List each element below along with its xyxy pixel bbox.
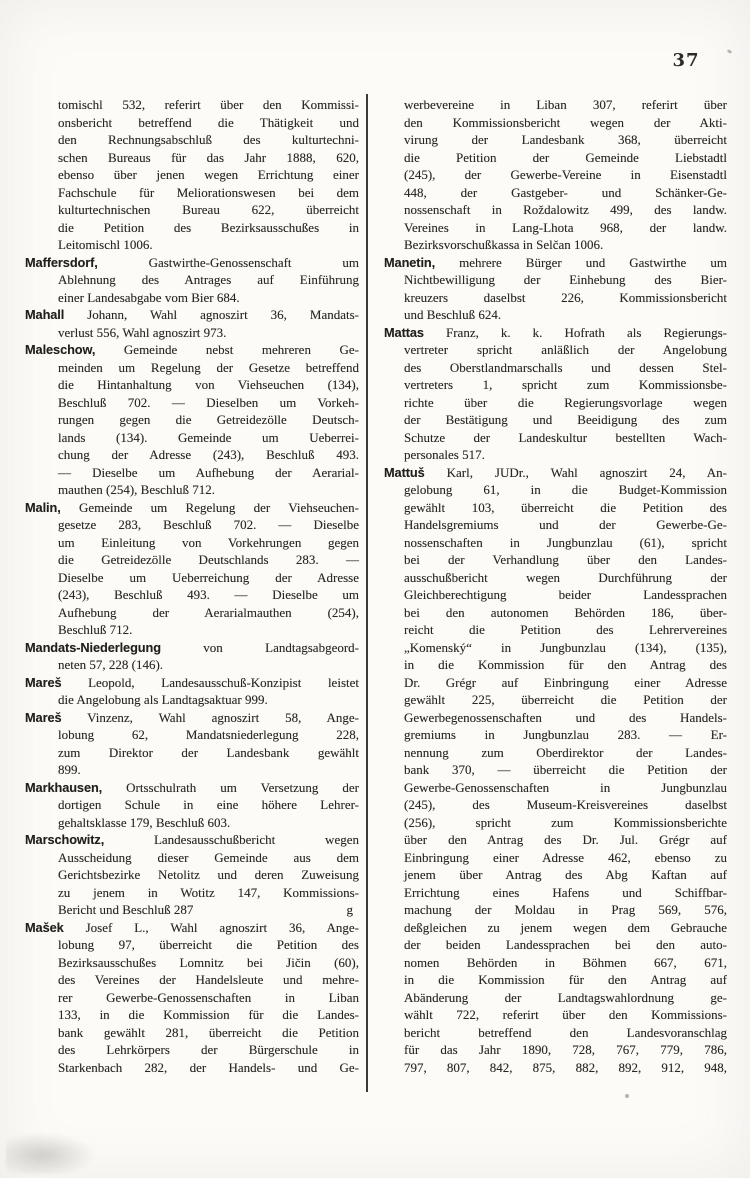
index-line: rungen gegen die Getreidezölle Deutsch- (58, 412, 359, 427)
index-line: des Vereines der Handelsleute und mehre- (58, 972, 359, 987)
index-line: Marschowitz, Landesausschußbericht wegen (25, 832, 359, 847)
index-line: gehaltsklasse 179, Beschluß 603. (58, 814, 231, 830)
index-line: zu jenem in Wotitz 147, Kommissions- (58, 884, 359, 900)
index-line: Vereines in Lang-Lhota 968, der landw. (404, 219, 727, 235)
index-line: der Bestätigung und Beeidigung des zum (404, 412, 727, 427)
index-line: ausschußbericht wegen Durchführung der (404, 569, 727, 585)
index-line: bei der Verhandlung über den Landes- (404, 552, 727, 567)
index-line: gewählt 225, überreicht die Petition der (404, 692, 727, 707)
index-line: in die Kommission für den Antrag auf (404, 972, 727, 987)
index-line: Ausscheidung dieser Gemeinde aus dem (58, 849, 359, 865)
index-line: nomen Behörden in Böhmen 667, 671, (404, 954, 727, 970)
index-line: bank gewählt 281, überreicht die Petition (58, 1024, 359, 1040)
index-line: Nichtbewilligung der Einhebung des Bier- (404, 272, 727, 287)
index-line: über den Antrag des Dr. Jul. Grégr auf (404, 832, 727, 847)
index-line: Bezirksausschußes Lomnitz bei Jičin (60), (58, 954, 359, 970)
index-line: meinden um Regelung der Gesetze betreffend (58, 359, 359, 375)
page-number: 37 (672, 50, 700, 71)
index-line: Mahall Johann, Wahl agnoszirt 36, Mandats- (25, 307, 359, 322)
index-line: Starkenbach 282, der Handels- und Ge- (58, 1059, 359, 1075)
index-line: lobung 62, Mandatsniederlegung 228, (58, 727, 359, 742)
index-line: Gewerbe-Genossenschaften in Jungbunzlau (404, 779, 727, 795)
index-line: Mandats-Niederlegung von Landtagsabgeord- (25, 639, 359, 655)
entry-headword: Mareš (25, 709, 62, 725)
index-line: und Beschluß 624. (404, 307, 502, 322)
index-line: g Bericht und Beschluß 287 (25, 901, 359, 919)
index-line: die Angelobung als Landtagsaktuar 999. (58, 692, 268, 707)
index-line: gewählt 103, überreicht die Petition des (404, 499, 727, 515)
index-line: Mareš Leopold, Landesausschuß-Konzipist leistet (25, 674, 359, 690)
index-line: chung der Adresse (243), Beschluß 493. (58, 447, 359, 462)
index-line: (256), spricht zum Kommissionsberichte (404, 814, 727, 830)
index-line: Bezirksvorschußkassa in Selčan 1006. (404, 237, 604, 252)
index-line: einer Landesabgabe vom Bier 684. (58, 289, 240, 305)
index-line: Handelsgremiums und der Gewerbe-Ge- (404, 517, 727, 532)
index-line: gesetze 283, Beschluß 702. — Dieselbe (58, 517, 359, 532)
index-line: virung der Landesbank 368, überreicht (404, 132, 727, 147)
index-line: den Rechnungsabschluß des kulturtechni- (58, 132, 359, 147)
index-line: „Komenský“ in Jungbunzlau (134), (135), (404, 639, 727, 655)
index-line: wählt 722, referirt über den Kommissions- (404, 1007, 727, 1022)
index-line: Ablehnung des Antrages auf Einführung (58, 272, 359, 287)
index-line: Dr. Grégr auf Einbringung einer Adresse (404, 674, 727, 690)
index-line: Aufhebung der Aerarialmauthen (254), (58, 604, 359, 620)
index-line: die Getreidezölle Deutschlands 283. — (58, 552, 359, 567)
scan-speck (727, 49, 733, 54)
index-line: Abänderung der Landtagswahlordnung ge- (404, 989, 727, 1005)
index-line: Leitomischl 1006. (58, 237, 153, 252)
index-line: Gleichberechtigung beider Landessprachen (404, 587, 727, 602)
index-line: 899. (58, 762, 81, 777)
index-line: jenem über Antrag des Abg Kaftan auf (404, 867, 727, 882)
index-line: (245), des Museum-Kreisvereines daselbst (404, 797, 727, 812)
entry-headword: Marschowitz, (25, 832, 105, 847)
index-line: onsbericht betreffend die Thätigkeit und (58, 114, 359, 130)
index-line: die Petition der Gemeinde Liebstadtl (404, 149, 727, 165)
index-line: nossenschaft in Roždalowitz 499, des landw. (404, 202, 727, 217)
index-line: kreuzers daselbst 226, Kommissionsbericht (404, 289, 727, 305)
index-line: Manetin, mehrere Bürger und Gastwirthe um (384, 254, 727, 270)
index-line: Malin, Gemeinde um Regelung der Viehseuchen- (25, 499, 359, 515)
index-line: Einbringung einer Adresse 462, ebenso zu (404, 849, 727, 865)
index-line: Errichtung eines Hafens und Schiffbar- (404, 884, 727, 900)
index-line: 448, der Gastgeber- und Schänker-Ge- (404, 184, 727, 200)
index-line: Markhausen, Ortsschulrath um Versetzung der (25, 779, 359, 795)
index-line: Dieselbe um Ueberreichung der Adresse (58, 569, 359, 585)
entry-headword: Maleschow, (25, 342, 96, 357)
index-line: Gerichtsbezirke Netolitz und deren Zuweisung (58, 867, 359, 882)
index-line: in die Kommission für den Antrag des (404, 657, 727, 672)
index-line: den Kommissionsbericht wegen der Akti- (404, 114, 727, 130)
entry-headword: Maffersdorf, (25, 254, 98, 270)
stray-print-artifact: g (346, 902, 353, 917)
index-line: gremiums in Jungbunzlau 283. — Er- (404, 727, 727, 742)
index-line: 797, 807, 842, 875, 882, 892, 912, 948, (404, 1059, 727, 1075)
index-line: die Hintanhaltung von Viehseuchen (134), (58, 377, 359, 392)
index-line: Mattas Franz, k. k. Hofrath als Regierungs- (384, 324, 727, 340)
index-line: Beschluß 712. (58, 622, 133, 637)
index-line: kulturtechnischen Bureau 622, überreicht (58, 202, 359, 217)
index-line: des Lehrkörpers der Bürgerschule in (58, 1042, 359, 1057)
index-line: bericht betreffend den Landesvoranschlag (404, 1024, 727, 1040)
index-line: der beiden Landessprachen bei den auto- (404, 937, 727, 952)
index-line: personales 517. (404, 447, 485, 462)
index-line: (243), Beschluß 493. — Dieselbe um (58, 587, 359, 602)
index-line: 133, in die Kommission für die Landes- (58, 1007, 359, 1022)
index-line: des Oberstlandmarschalls und dessen Stel- (404, 359, 727, 375)
index-line: die Petition des Bezirksausschußes in (58, 219, 359, 235)
entry-headword: Mareš (25, 674, 62, 690)
entry-headword: Mašek (25, 919, 64, 935)
index-line: neten 57, 228 (146). (58, 657, 164, 672)
entry-headword: Malin, (25, 499, 61, 515)
index-column-left (25, 96, 359, 1076)
index-line: ebenso über jenen wegen Errichtung einer (58, 167, 359, 182)
index-line: Mattuš Karl, JUDr., Wahl agnoszirt 24, An- (384, 464, 727, 480)
index-line: nennung zum Oberdirektor der Landes- (404, 744, 727, 760)
index-line: für das Jahr 1890, 728, 767, 779, 786, (404, 1042, 727, 1057)
column-divider-rule (366, 94, 368, 1092)
index-line: Mašek Josef L., Wahl agnoszirt 36, Ange- (25, 919, 359, 935)
index-line: verlust 556, Wahl agnoszirt 973. (58, 324, 227, 340)
index-line: vertreters 1, spricht zum Kommissionsbe- (404, 377, 727, 392)
index-line: vertreter spricht anläßlich der Angelobung (404, 342, 727, 357)
index-line: werbevereine in Liban 307, referirt über (404, 97, 727, 112)
index-line: dortigen Schule in eine höhere Lehrer- (58, 797, 359, 812)
index-line: schen Bureaus für das Jahr 1888, 620, (58, 149, 359, 165)
index-column-right (384, 96, 727, 1076)
entry-headword: Mattas (384, 324, 424, 340)
index-line: nossenschaften in Jungbunzlau (61), spricht (404, 534, 727, 550)
scan-speck (625, 1094, 629, 1098)
index-line: (245), der Gewerbe-Vereine in Eisenstadtl (404, 167, 727, 182)
index-line: deßgleichen zu jenem wegen dem Gebrauche (404, 919, 727, 935)
index-line: Gewerbegenossenschaften und des Handels- (404, 709, 727, 725)
index-line: Schutze der Landeskultur bestellten Wach- (404, 429, 727, 445)
index-line: Maleschow, Gemeinde nebst mehreren Ge- (25, 342, 359, 357)
index-line: Fachschule für Meliorationswesen bei dem (58, 184, 359, 200)
index-line: lobung 97, überreicht die Petition des (58, 937, 359, 952)
entry-headword: Mahall (25, 307, 65, 322)
index-line: machung der Moldau in Prag 569, 576, (404, 902, 727, 917)
entry-headword: Markhausen, (25, 779, 103, 795)
index-line: — Dieselbe um Aufhebung der Aerarial- (58, 464, 359, 480)
index-line: bei den autonomen Behörden 186, über- (404, 604, 727, 620)
index-line: mauthen (254), Beschluß 712. (58, 482, 216, 497)
index-line: zum Direktor der Landesbank gewählt (58, 744, 359, 760)
index-line: Mareš Vinzenz, Wahl agnoszirt 58, Ange- (25, 709, 359, 725)
index-line: richte über die Regierungsvorlage wegen (404, 394, 727, 410)
index-line: lands (134). Gemeinde um Ueberrei- (58, 429, 359, 445)
scan-smudge (6, 1132, 96, 1174)
index-line: rer Gewerbe-Genossenschaften in Liban (58, 989, 359, 1005)
index-line: tomischl 532, referirt über den Kommissi- (58, 97, 359, 112)
index-line: um Einleitung von Vorkehrungen gegen (58, 534, 359, 550)
index-line: Beschluß 702. — Dieselben um Vorkeh- (58, 394, 359, 410)
index-line: bank 370, — überreicht die Petition der (404, 762, 727, 777)
entry-headword: Mandats-Niederlegung (25, 639, 161, 655)
index-line: reicht die Petition des Lehrervereines (404, 622, 727, 637)
entry-headword: Mattuš (384, 464, 425, 480)
index-line: gelobung 61, in die Budget-Kommission (404, 482, 727, 497)
entry-headword: Manetin, (384, 254, 436, 270)
index-line: Maffersdorf, Gastwirthe-Genossenschaft um (25, 254, 359, 270)
